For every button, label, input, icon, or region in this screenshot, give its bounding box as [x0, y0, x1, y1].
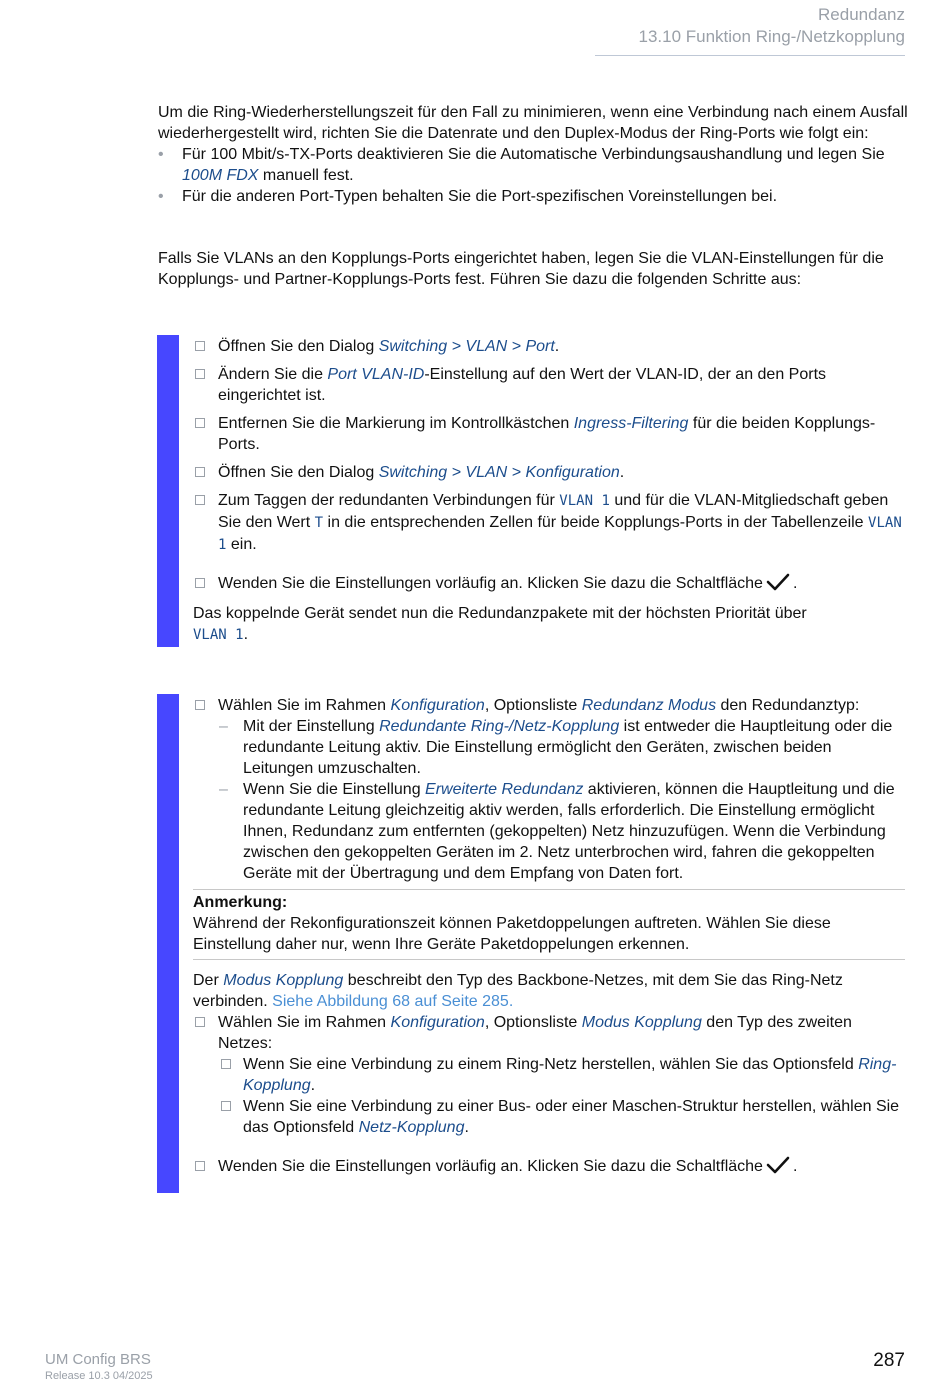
header-chapter: Redundanz — [818, 5, 905, 24]
ui-term: Konfiguration — [390, 1014, 485, 1031]
dash-item: – Mit der Einstellung Redundante Ring-/Netz-Kopplung ist entweder die Hauptleitung oder die redundante Leitung aktiv. Die Einstellung ermöglicht den Geräten, zwischen beiden Leitungen umzuschalten. — [219, 718, 893, 777]
bullet-item: • Für die anderen Port-Typen behalten Sie die Port-spezifischen Voreinstellungen bei. — [158, 186, 908, 207]
note-title: Anmerkung: — [193, 894, 288, 911]
ui-value: Netz-Kopplung — [358, 1119, 465, 1136]
instruction-block-vlan — [193, 336, 905, 646]
checkmark-icon — [766, 573, 790, 591]
sub-step-item: Wenn Sie eine Verbindung zu einem Ring-Netz herstellen, wählen Sie das Optionsfeld Ring-Kopplung. — [193, 1054, 905, 1096]
intro-block — [158, 102, 908, 207]
instruction-bar — [157, 335, 179, 647]
result-paragraph: Das koppelnde Gerät sendet nun die Redundanzpakete mit der höchsten Priorität über VLAN 1. — [193, 605, 807, 643]
checkmark-icon — [766, 1156, 790, 1174]
step-item: Wenden Sie die Einstellungen vorläufig an. Klicken Sie dazu die Schaltfläche . — [193, 1156, 905, 1177]
header-section: 13.10 Funktion Ring-/Netzkopplung — [638, 27, 905, 46]
instruction-bar — [157, 694, 179, 1193]
step-item: Zum Taggen der redundanten Verbindungen für VLAN 1 und für die VLAN-Mitgliedschaft geben Sie den Wert T in die entsprechenden Zellen für beide Kopplungs-Ports in der Tabellenzeile VLAN 1 ein. — [193, 490, 905, 556]
code-value: T — [314, 515, 324, 531]
vlan-intro-paragraph: Falls Sie VLANs an den Kopplungs-Ports eingerichtet haben, legen Sie die VLAN-Einstellungen für die Kopplungs- und Partner-Kopplungs-Ports fest. Führen Sie dazu die folgenden Schritte aus: — [158, 250, 884, 288]
ui-term: Konfiguration — [390, 697, 485, 714]
figure-link[interactable]: Siehe Abbildung 68 auf Seite 285. — [272, 993, 514, 1010]
ui-term: Ingress-Filtering — [573, 415, 689, 432]
note-text: Während der Rekonfigurationszeit können Paketdoppelungen auftreten. Wählen Sie diese Einstellung daher nur, wenn Ihre Geräte Paketdoppelungen erkennen. — [193, 915, 831, 953]
code-value: VLAN 1 — [559, 493, 610, 509]
ui-value: 100M FDX — [182, 167, 259, 184]
sub-step-item: Wenn Sie eine Verbindung zu einer Bus- oder einer Maschen-Struktur herstellen, wählen Sie das Optionsfeld Netz-Kopplung. — [193, 1096, 905, 1138]
step-item: Öffnen Sie den Dialog Switching > VLAN > Konfiguration. — [193, 462, 905, 483]
step-item: Ändern Sie die Port VLAN-ID-Einstellung auf den Wert der VLAN-ID, der an den Ports eingerichtet ist. — [193, 364, 905, 406]
footer-release: Release 10.3 04/2025 — [45, 1370, 153, 1382]
ui-value: Ring-Kopplung — [243, 1056, 897, 1094]
page-number: 287 — [873, 1350, 905, 1371]
dash-item: – Wenn Sie die Einstellung Erweiterte Redundanz aktivieren, können die Hauptleitung und die redundante Leitung gleichzeitig aktiv werden, falls erforderlich. Die Einstellung ermöglicht Ihnen, Redundanz zum entfernten (gekoppelten) Netz hinzuzufügen. Wenn die Verbindung zwischen den gekoppelten Geräten im 2. Netz unterbrochen wird, fahren die gekoppelten Geräte mit der Übertragung und dem Empfang von Daten fort. — [219, 781, 895, 882]
step-item: Entfernen Sie die Markierung im Kontrollkästchen Ingress-Filtering für die beiden Kopplungs-Ports. — [193, 413, 905, 455]
ui-value: Redundante Ring-/Netz-Kopplung — [379, 718, 620, 735]
ui-term: Modus Kopplung — [223, 972, 344, 989]
note-box — [193, 889, 905, 960]
mode-paragraph: Der Modus Kopplung beschreibt den Typ des Backbone-Netzes, mit dem Sie das Ring-Netz verbinden. Siehe Abbildung 68 auf Seite 285. — [193, 972, 843, 1010]
ui-term: Modus Kopplung — [581, 1014, 702, 1031]
step-item: Öffnen Sie den Dialog Switching > VLAN > Port. — [193, 336, 905, 357]
ui-value: Erweiterte Redundanz — [425, 781, 584, 798]
ui-term: Redundanz Modus — [581, 697, 717, 714]
menu-path: Switching > VLAN > Konfiguration — [378, 464, 620, 481]
ui-term: Port VLAN-ID — [327, 366, 425, 383]
step-item: Wählen Sie im Rahmen Konfiguration, Optionsliste Redundanz Modus den Redundanztyp: — [193, 695, 905, 716]
instruction-block-mode — [193, 695, 905, 1177]
bullet-item: • Für 100 Mbit/s-TX-Ports deaktivieren Sie die Automatische Verbindungsaushandlung und legen Sie 100M FDX manuell fest. — [158, 144, 908, 186]
intro-paragraph: Um die Ring-Wiederherstellungszeit für den Fall zu minimieren, wenn eine Verbindung nach einem Ausfall wiederhergestellt wird, richten Sie die Datenrate und den Duplex-Modus der Ring-Ports wie folgt ein: — [158, 104, 908, 142]
code-value: VLAN 1 — [218, 515, 902, 553]
footer-document: UM Config BRS — [45, 1351, 151, 1368]
step-item: Wählen Sie im Rahmen Konfiguration, Optionsliste Modus Kopplung den Typ des zweiten Netzes: — [193, 1012, 905, 1054]
menu-path: Switching > VLAN > Port — [378, 338, 555, 355]
header-rule — [595, 55, 905, 56]
intro-bullets — [158, 144, 908, 207]
code-value: VLAN 1 — [193, 627, 244, 643]
step-item: Wenden Sie die Einstellungen vorläufig an. Klicken Sie dazu die Schaltfläche . — [193, 573, 905, 594]
